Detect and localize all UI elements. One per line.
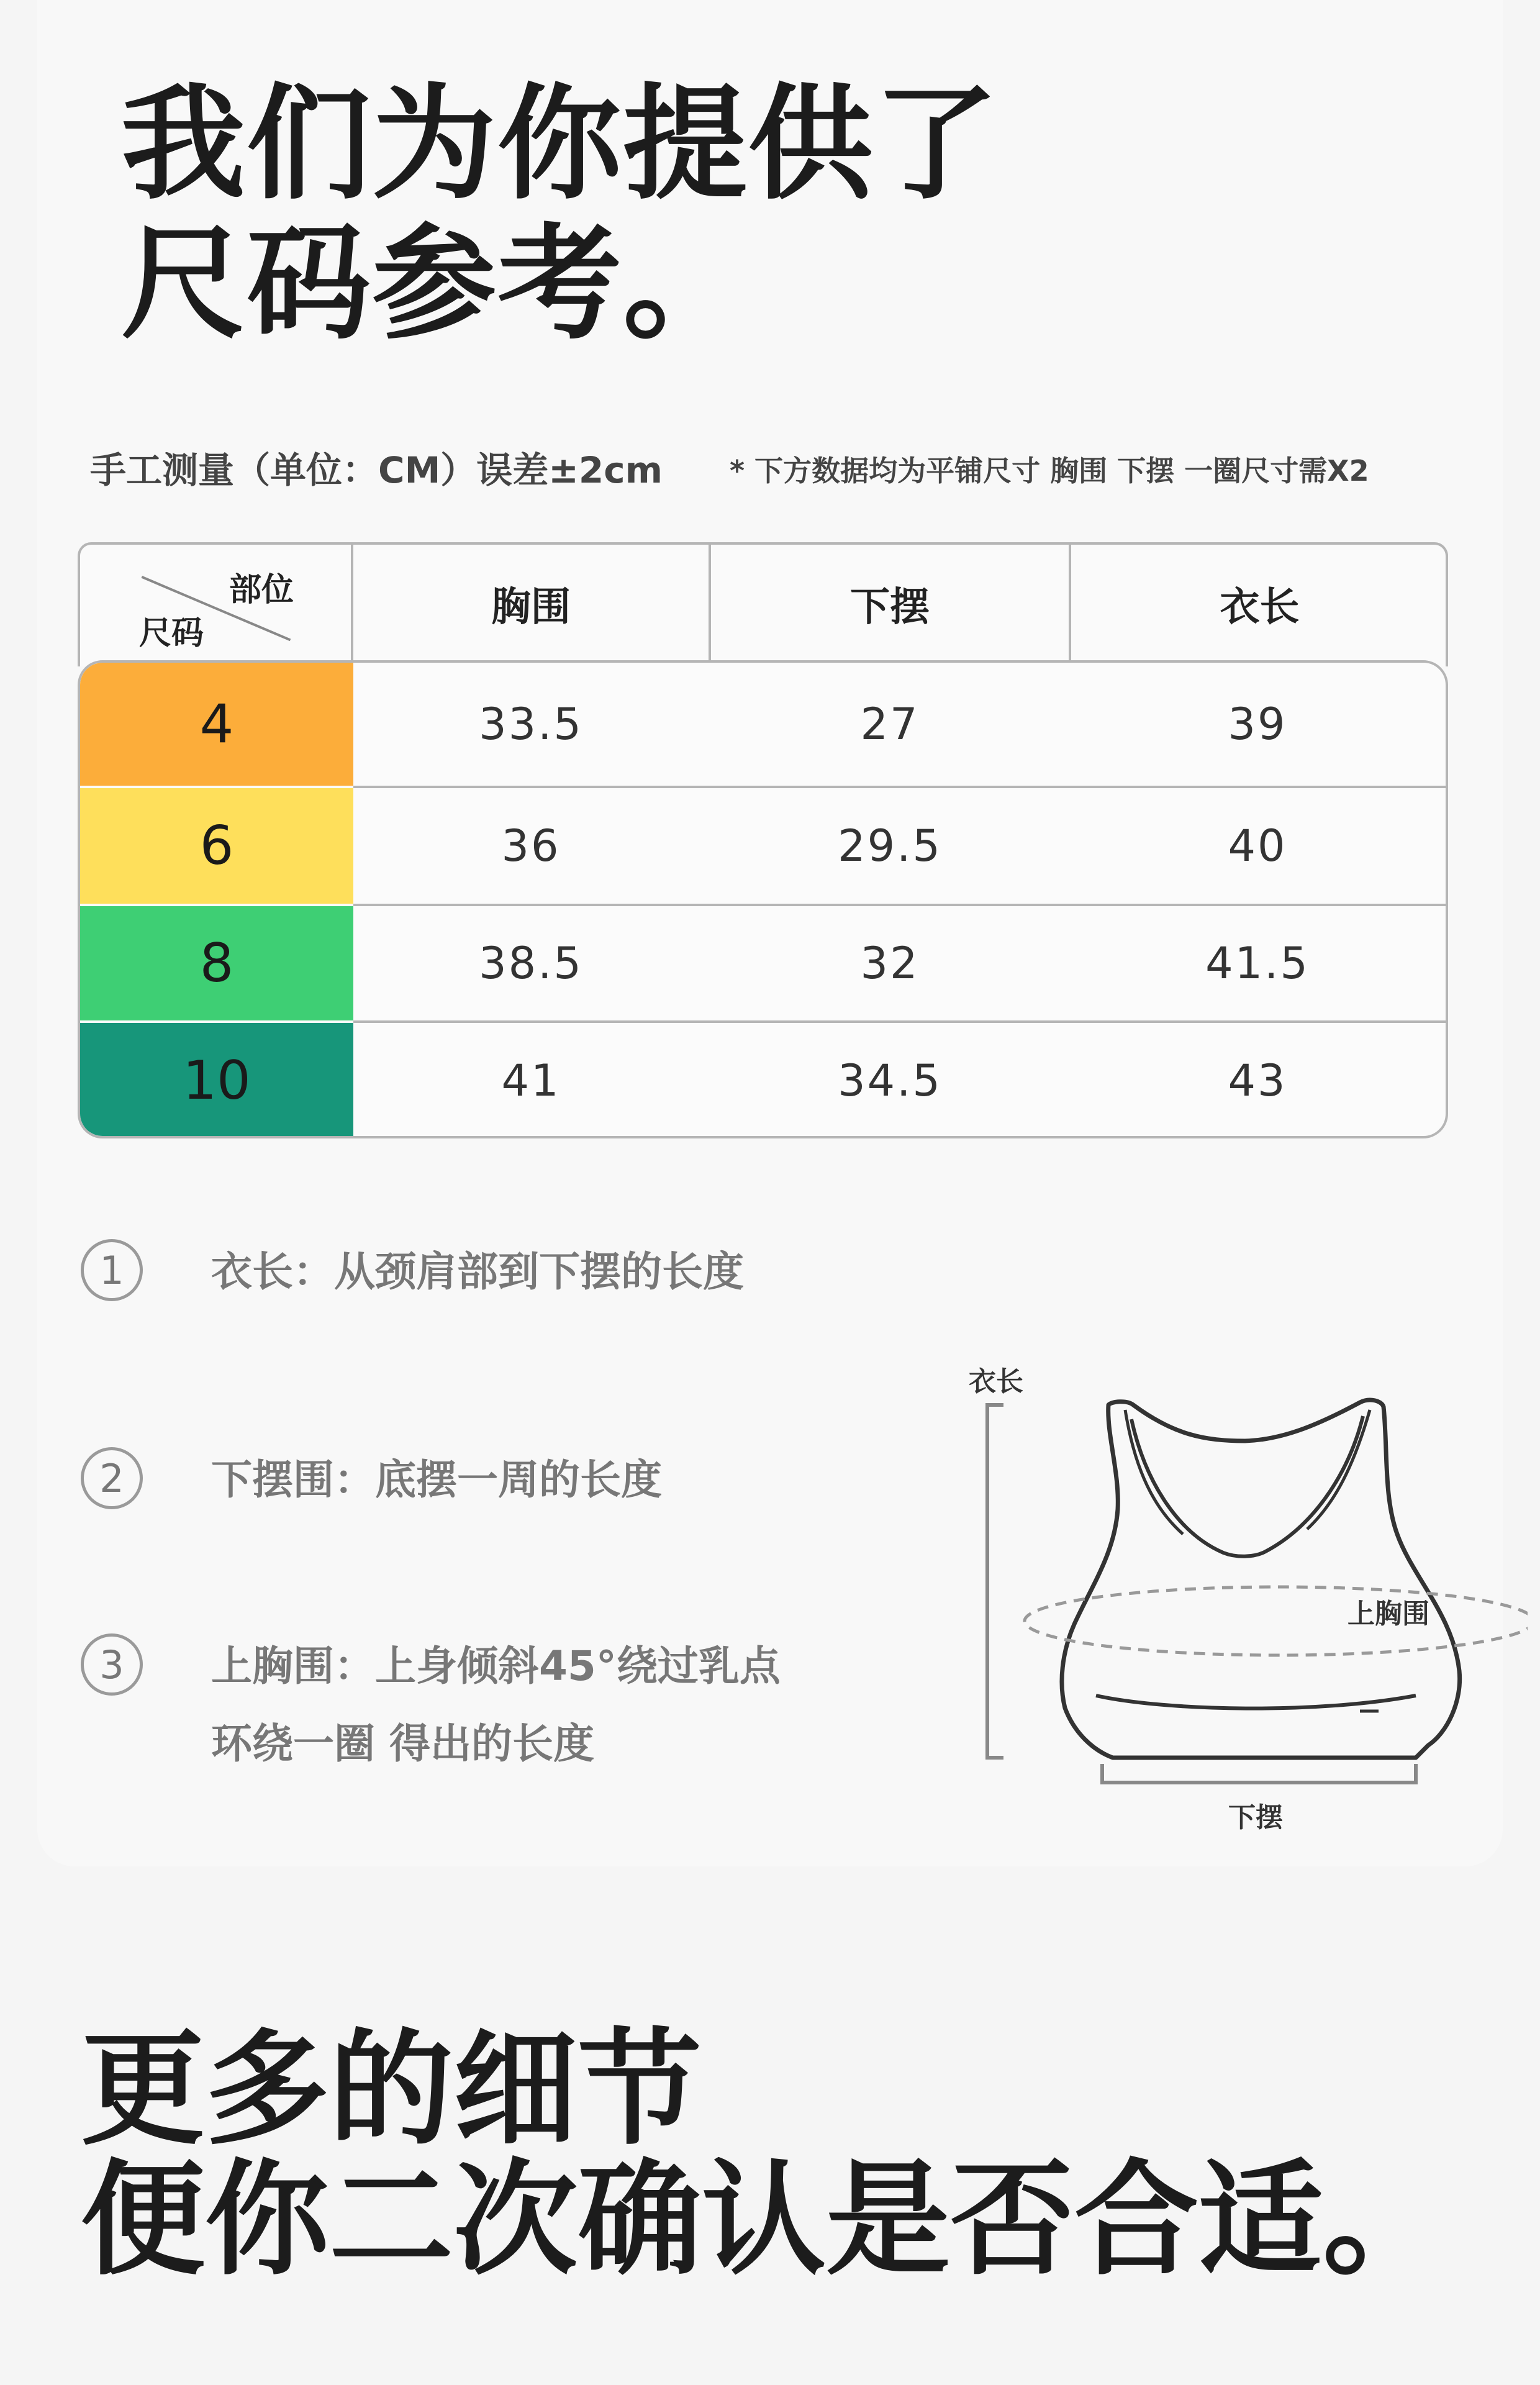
explanation-text: 衣长：从颈肩部到下摆的长度: [211, 1248, 744, 1296]
sports-bra-illustration: [969, 1348, 1528, 1845]
length-value: 40: [1228, 820, 1287, 871]
column-header-length: 衣长: [1220, 584, 1300, 630]
number-badge: 3: [81, 1633, 143, 1696]
table-row: [80, 906, 1446, 1020]
hem-value: 32: [860, 938, 920, 989]
explanation-text: 上胸围：上身倾斜45°绕过乳点: [211, 1642, 781, 1690]
size-cell: 4: [80, 663, 353, 786]
explanation-text: 下摆围：底摆一周的长度: [211, 1456, 662, 1504]
table-row: [80, 1023, 1446, 1138]
chest-value: 38.5: [479, 938, 583, 989]
flat-measure-note: * 下方数据均为平铺尺寸 胸围 下摆 一圈尺寸需X2: [730, 454, 1369, 488]
table-body: [78, 660, 1448, 1138]
size-cell: 10: [80, 1023, 353, 1138]
table-row: [80, 788, 1446, 904]
hem-value: 29.5: [838, 820, 942, 871]
footer-line-2: 便你二次确认是否合适。: [81, 2148, 1447, 2292]
size-cell: 6: [80, 788, 353, 904]
length-label: 衣长: [969, 1366, 1023, 1397]
hem-value: 27: [860, 699, 920, 750]
column-header-hem: 下摆: [850, 584, 930, 630]
size-cell: 8: [80, 906, 353, 1020]
table-row: [80, 663, 1446, 786]
chest-label: 上胸围: [1348, 1598, 1429, 1630]
corner-label-size: 尺码: [139, 615, 204, 652]
length-value: 43: [1228, 1055, 1287, 1106]
explanation-text-continued: 环绕一圈 得出的长度: [211, 1720, 594, 1768]
length-value: 41.5: [1205, 938, 1310, 989]
footer-line-1: 更多的细节: [81, 2017, 702, 2162]
hem-value: 34.5: [838, 1055, 942, 1106]
length-value: 39: [1228, 699, 1287, 750]
table-header: [78, 542, 1448, 666]
number-badge: 1: [81, 1239, 143, 1301]
chest-value: 36: [501, 820, 561, 871]
title-line-1: 我们为你提供了: [121, 72, 1000, 217]
hem-label: 下摆: [1228, 1802, 1283, 1833]
measurement-unit-note: 手工测量（单位：CM）误差±2cm: [90, 449, 663, 491]
page-title: [121, 72, 1000, 357]
column-header-chest: 胸围: [491, 584, 571, 630]
chest-value: 33.5: [479, 699, 583, 750]
size-table: [78, 542, 1448, 1138]
corner-label-part: 部位: [229, 571, 294, 609]
chest-value: 41: [501, 1055, 561, 1106]
measurement-note: [90, 435, 1475, 491]
footer-headline: [81, 2017, 1447, 2292]
title-line-2: 尺码参考。: [121, 212, 749, 357]
garment-diagram: [969, 1348, 1528, 1845]
number-badge: 2: [81, 1447, 143, 1509]
